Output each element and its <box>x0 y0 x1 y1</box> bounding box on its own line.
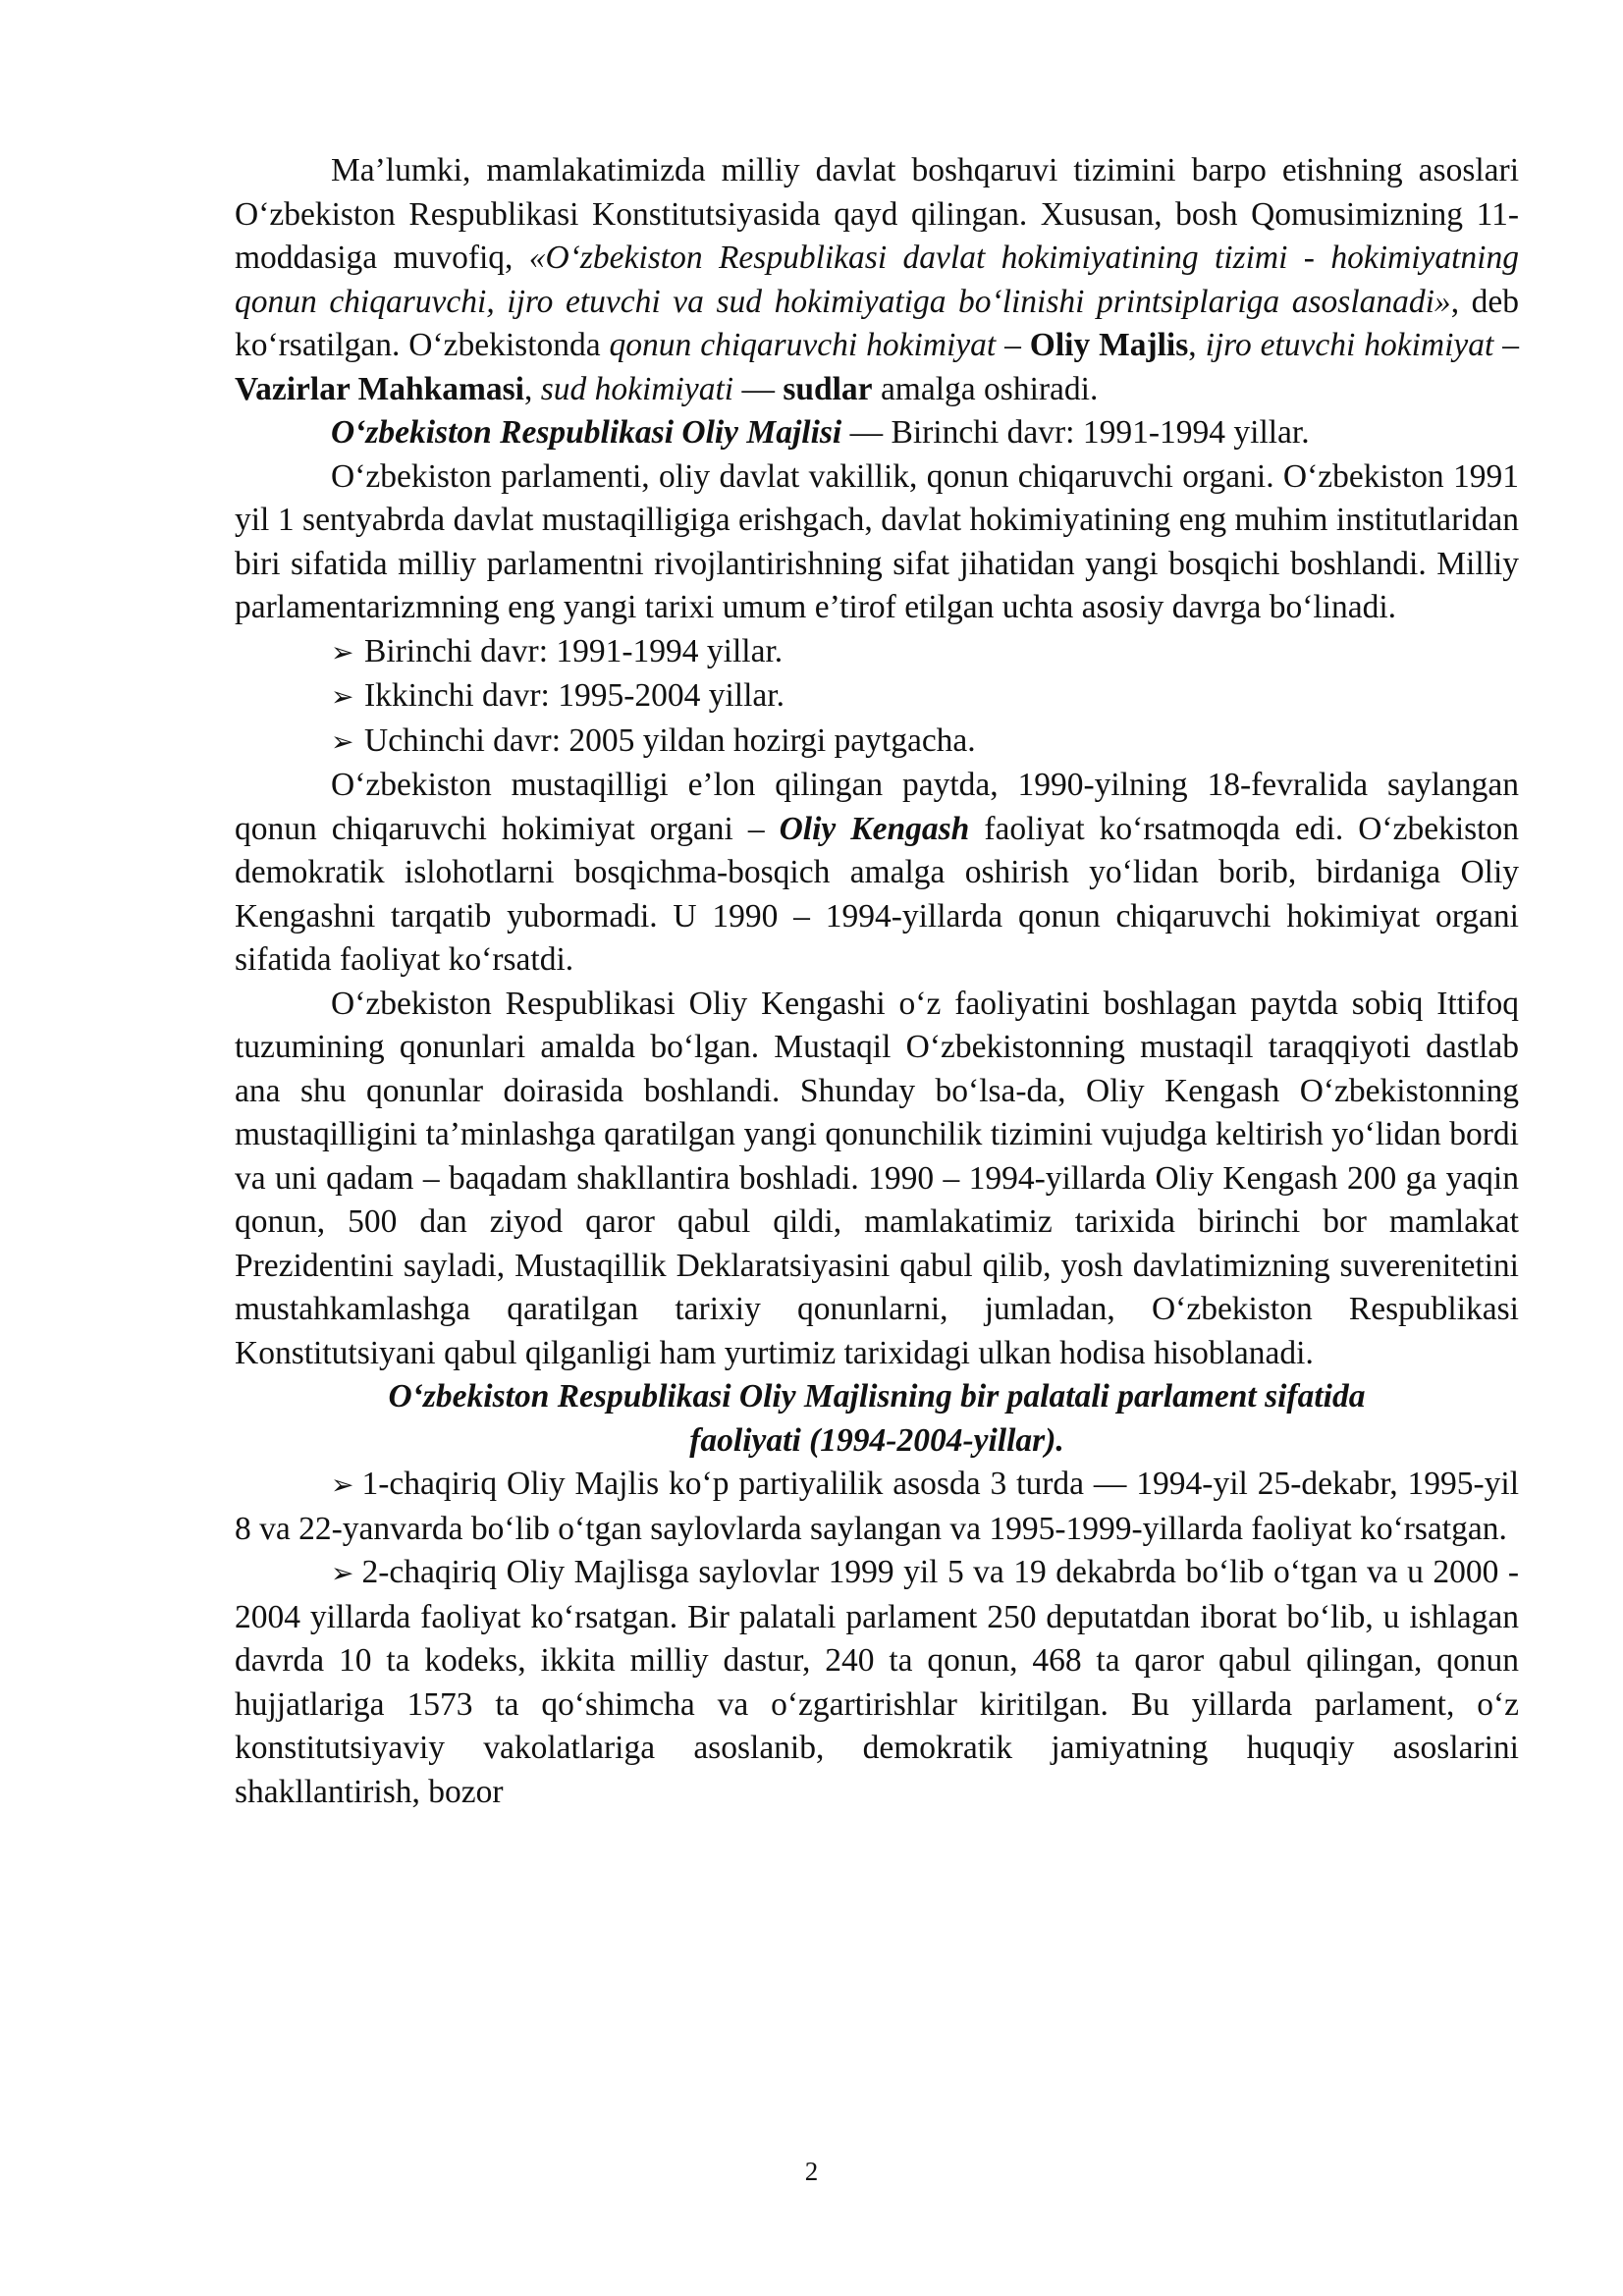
section-heading-first-period <box>235 411 1519 455</box>
bullet-paragraph-second-convocation <box>235 1551 1519 1814</box>
bold-term: sudlar <box>783 370 873 407</box>
arrow-bullet-icon: ➢ <box>331 1557 354 1589</box>
paragraph-oliy-kengash <box>235 764 1519 983</box>
section-heading-unicameral <box>235 1375 1519 1463</box>
italic-term: qonun chiqaruvchi hokimiyat <box>609 327 997 363</box>
page-number: 2 <box>804 2157 819 2186</box>
bullet-text: Ikkinchi davr: 1995-2004 yillar. <box>364 677 784 714</box>
paragraph-supreme-council: O‘zbekiston Respublikasi Oliy Kengashi o‘z faoliyatini boshlagan paytda sobiq Ittifoq tuzumining qonunlari amalda bo‘lgan. Mustaqil O‘zbekistonning mustaqil taraqqiyoti dastlab ana shu qonunlar doirasida boshlandi. Shunday bo‘lsa-da, Oliy Kengash O‘zbekistonning mustaqilligini ta’minlashga qaratilgan yangi qonunchilik tizimini vujudga keltirish yo‘lidan bordi va uni qadam – baqadam shakllantira boshladi. 1990 – 1994-yillarda Oliy Kengash 200 ga yaqin qonun, 500 dan ziyod qaror qabul qildi, mamlakatimiz tarixida birinchi bor mamlakat Prezidentini sayladi, Mustaqillik Deklaratsiyasini qabul qilib, yosh davlatimizning suverenitetini mustahkamlashga qaratilgan tarixiy qonunlarni, jumladan, O‘zbekiston Respublikasi Konstitutsiyani qabul qilganligi ham yurtimiz tarixidagi ulkan hodisa hisoblanadi. <box>235 985 1519 1371</box>
bold-term: Vazirlar Mahkamasi <box>235 370 524 407</box>
text-run: Ma’lumki, mamlakatimizda milliy davlat boshqaruvi tizimini barpo etishning asoslari O‘zbekiston Respublikasi Konstitutsiyasida qayd qilingan. Xususan, bosh Qomusimizning 11-moddasiga muvofiq, <box>235 152 1519 276</box>
text-run: faoliyat ko‘rsatmoqda edi. O‘zbekiston demokratik islohotlarni bosqichma-bosqich amalga oshirish yo‘lidan borib, birdaniga Oliy Kengashni tarqatib yubormadi. U 1990 – 1994-yillarda qonun chiqaruvchi hokimiyat organi sifatida faoliyat ko‘rsatdi. <box>235 810 1519 978</box>
bullet-item <box>235 720 1519 765</box>
bullet-paragraph-text: 1-chaqiriq Oliy Majlis ko‘p partiyalilik asosda 3 turda — 1994-yil 25-dekabr, 1995-yil 8 va 22-yanvarda bo‘lib o‘tgan saylovlarda saylangan va 1995-1999-yillarda faoliyat ko‘rsatgan. <box>235 1466 1519 1547</box>
paragraph-constitution <box>235 149 1519 411</box>
constitution-quote: «O‘zbekiston Respublikasi davlat hokimiyatining tizimi - hokimiyatning qonun chiqaruvchi, ijro etuvchi va sud hokimiyatiga bo‘linishi printsiplariga asoslanadi» <box>235 240 1519 320</box>
text-run: amalga oshiradi. <box>872 370 1099 407</box>
bullet-text: Uchinchi davr: 2005 yildan hozirgi paytgacha. <box>364 721 976 759</box>
text-run: , deb ko‘rsatilgan. O‘zbekistonda <box>235 283 1519 363</box>
arrow-bullet-icon: ➢ <box>331 1468 354 1501</box>
heading-rest: — Birinchi davr: 1991-1994 yillar. <box>841 414 1310 451</box>
bold-term: Oliy Majlis <box>1029 327 1189 363</box>
heading-line: faoliyati (1994-2004-yillar). <box>689 1421 1064 1459</box>
bullet-item <box>235 674 1519 720</box>
arrow-bullet-icon: ➢ <box>331 635 354 668</box>
bullet-text: Birinchi davr: 1991-1994 yillar. <box>364 632 784 669</box>
italic-term: sud hokimiyati <box>540 370 734 407</box>
heading-bold-italic: O‘zbekiston Respublikasi Oliy Majlisi <box>331 414 842 451</box>
text-column <box>235 149 1519 1814</box>
text-run: O‘zbekiston mustaqilligi e’lon qilingan paytda, 1990-yilning 18-fevralida saylangan qonun chiqaruvchi hokimiyat organi – <box>235 767 1519 847</box>
text-run: — <box>733 370 784 407</box>
bullet-paragraph-text: 2-chaqiriq Oliy Majlisga saylovlar 1999 yil 5 va 19 dekabrda bo‘lib o‘tgan va u 2000 - 2004 yillarda faoliyat ko‘rsatgan. Bir palatali parlament 250 deputatdan iborat bo‘lib, u ishlagan davrda 10 ta kodeks, ikkita milliy dastur, 240 ta qonun, 468 ta qaror qabul qilingan, qonun hujjatlariga 1573 ta qo‘shimcha va o‘zgartirishlar kiritilgan. Bu yillarda parlament, o‘z konstitutsiyaviy vakolatlariga asoslanib, demokratik jamiyatning huquqiy asoslarini shakllantirish, bozor <box>235 1554 1519 1810</box>
bullet-paragraph-first-convocation <box>235 1463 1519 1551</box>
bold-italic-term: Oliy Kengash <box>779 810 970 847</box>
text-run: – <box>1493 327 1520 363</box>
text-run: , <box>524 370 541 407</box>
text-run: , <box>1188 327 1206 363</box>
paragraph-parliament: O‘zbekiston parlamenti, oliy davlat vakillik, qonun chiqaruvchi organi. O‘zbekiston 1991 yil 1 sentyabrda davlat mustaqilligiga erishgach, davlat hokimiyatining eng muhim institutlaridan biri sifatida milliy parlamentni rivojlantirishning sifat jihatidan yangi bosqichi boshlandi. Milliy parlamentarizmning eng yangi tarixi umum e’tirof etilgan uchta asosiy davrga bo‘linadi. <box>235 457 1519 625</box>
arrow-bullet-icon: ➢ <box>331 680 354 713</box>
bullet-item <box>235 630 1519 675</box>
heading-line: O‘zbekiston Respublikasi Oliy Majlisning bir palatali parlament sifatida <box>388 1378 1366 1415</box>
arrow-bullet-icon: ➢ <box>331 724 354 758</box>
italic-term: ijro etuvchi hokimiyat <box>1205 327 1494 363</box>
text-run: – <box>996 327 1030 363</box>
